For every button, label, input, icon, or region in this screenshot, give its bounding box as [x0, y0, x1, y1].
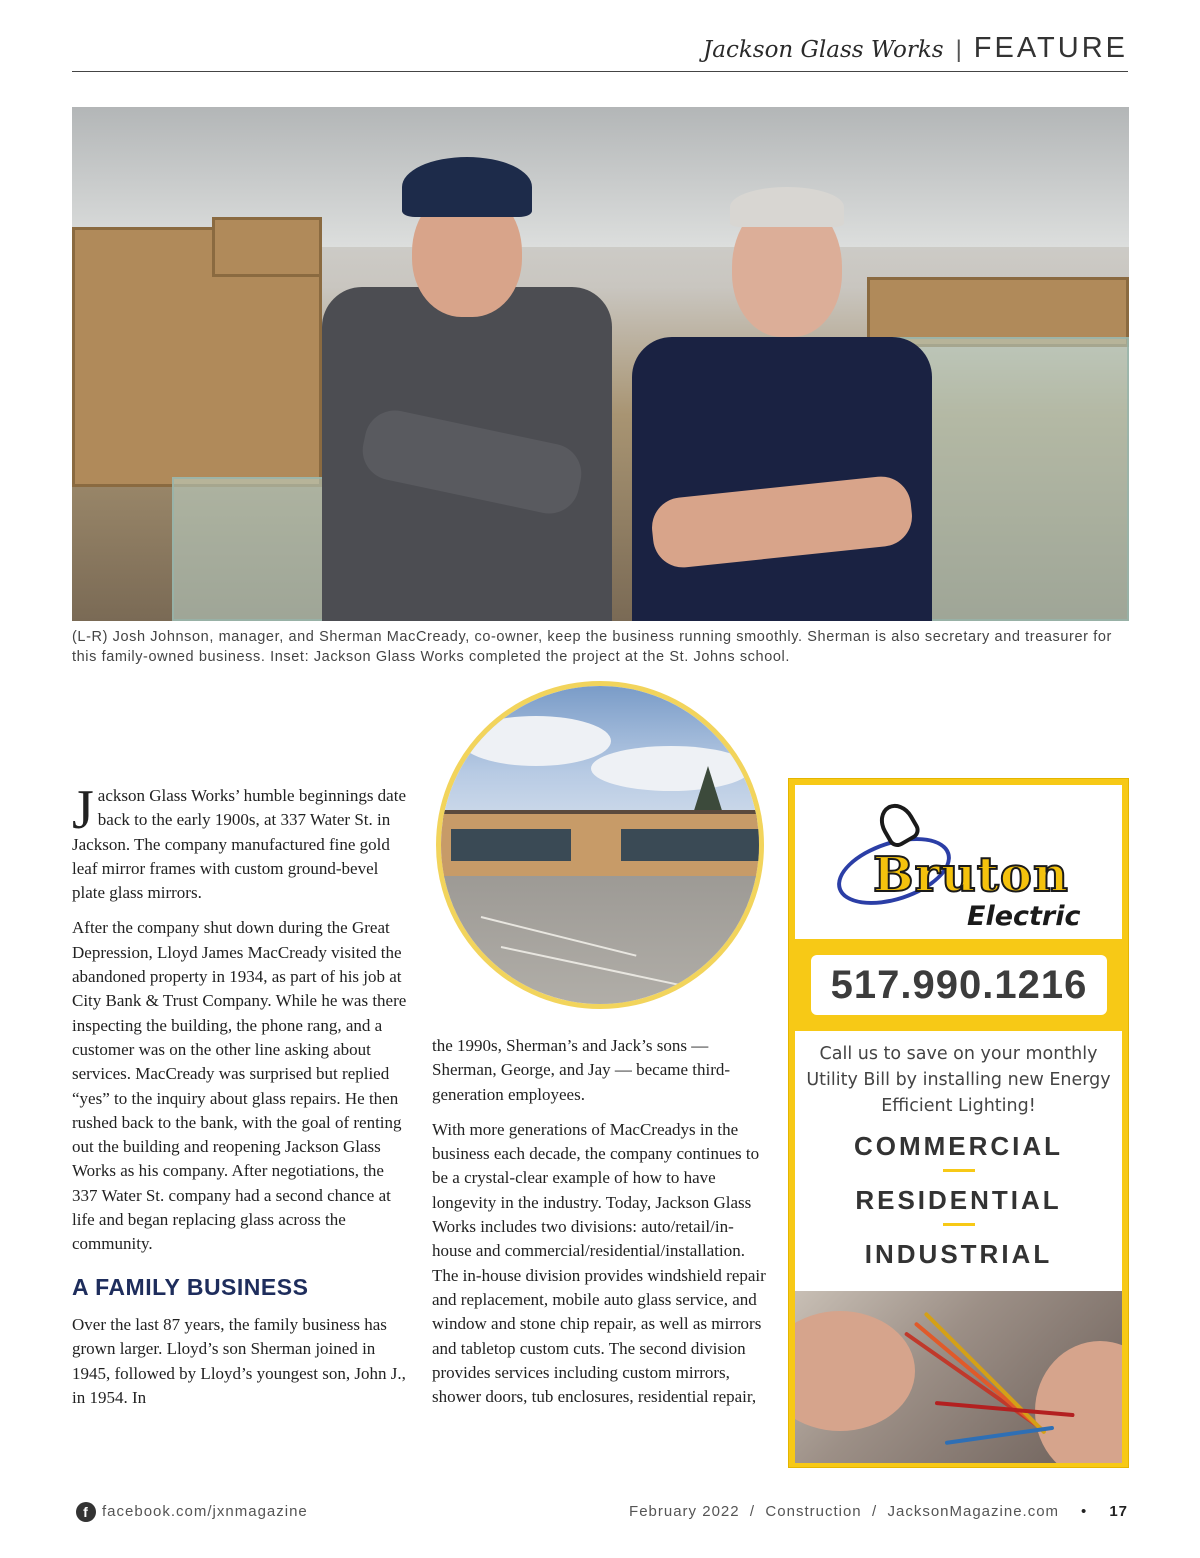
hand [1035, 1341, 1122, 1463]
page-header [72, 30, 1128, 72]
page-number: 17 [1109, 1503, 1128, 1520]
paragraph-1 [72, 779, 410, 905]
article-column-2 [432, 1034, 772, 1420]
ad-body [795, 1031, 1122, 1291]
wire [924, 1312, 1047, 1435]
ad-category: RESIDENTIAL [855, 1185, 1062, 1215]
bruton-electric-ad[interactable] [788, 778, 1129, 1468]
ad-category: COMMERCIAL [853, 1131, 1064, 1161]
section-subhead: A FAMILY BUSINESS [72, 1273, 309, 1300]
paragraph-1-text: ackson Glass Works’ humble beginnings date back to the early 1900s, at 337 Water St. in Jackson. The company manufactured fine gold leaf mirror frames with custom ground-bevel plate glass mirrors. [72, 786, 406, 903]
ad-category: INDUSTRIAL [864, 1239, 1053, 1269]
inset-parking-lot [441, 876, 759, 1009]
facebook-link[interactable]: facebook.com/jxnmagazine [102, 1503, 308, 1520]
header-section: FEATURE [973, 32, 1128, 64]
paragraph-4: the 1990s, Sherman’s and Jack’s sons — Sherman, George, and Jay — became third-generation employees. [432, 1036, 731, 1104]
grey-hair [730, 187, 844, 227]
ad-brand-sub: Electric [967, 901, 1081, 932]
header-title-group [703, 32, 1128, 65]
paragraph-3: Over the last 87 years, the family business has grown larger. Lloyd’s son Sherman joined in 1945, followed by Lloyd’s youngest son, John J., in 1954. In [72, 1314, 406, 1407]
footer-issue: February 2022 / Construction / JacksonMagazine.com [629, 1503, 1060, 1520]
main-photo [72, 107, 1129, 621]
page-footer [72, 1502, 1128, 1526]
cap [402, 157, 532, 217]
header-article-name: Jackson Glass Works [703, 37, 944, 63]
hand [795, 1311, 915, 1431]
ad-tagline: Call us to save on your monthly Utility Bill by installing new Energy Efficient Lighting! [806, 1044, 1111, 1116]
footer-bullet: • [1081, 1503, 1088, 1520]
article-column-1 [72, 779, 410, 1421]
photo-person-left [302, 147, 632, 621]
inset-photo-school [436, 681, 764, 1009]
facebook-icon[interactable]: f [76, 1502, 96, 1522]
drop-cap: J [72, 779, 94, 841]
paragraph-5: With more generations of MacCreadys in the business each decade, the company continues to be a crystal-clear example of how to have longevity in the industry. Today, Jackson Glass Works includes two divisions: auto/retail/in-house and commercial/residential/installation. The in-house division provides windshield repair and replacement, mobile auto glass service, and window and stone chip repair, as well as mirrors and tabletop custom cuts. The second division provides services including custom mirrors, shower doors, tub enclosures, residential repair, [432, 1119, 766, 1407]
ad-wiring-photo [795, 1291, 1122, 1463]
footer-issue-info [629, 1503, 1128, 1520]
ad-divider [943, 1169, 975, 1172]
ad-phone[interactable]: 517.990.1216 [811, 955, 1107, 1015]
photo-caption: (L-R) Josh Johnson, manager, and Sherman MacCready, co-owner, keep the business running smoothly. Sherman is also secretary and treasurer for this family-owned business. Inset: Jackson Glass Works completed the project at the St. Johns school. [72, 629, 1112, 665]
photo-person-right [612, 187, 942, 621]
cloud [461, 716, 611, 766]
inset-windows [621, 829, 761, 861]
ad-logo [795, 785, 1122, 939]
wire [945, 1426, 1054, 1445]
inset-windows [451, 829, 571, 861]
header-separator: | [955, 36, 962, 63]
ad-divider [943, 1223, 975, 1226]
ad-brand: Bruton [873, 847, 1069, 903]
paragraph-2: After the company shut down during the Great Depression, Lloyd James MacCready visited the abandoned property in 1934, as part of his job at City Bank & Trust Company. While he was there inspecting the building, the phone rang, and a customer was on the other line asking about services. MacCready was surprised but replied “yes” to the inquiry about glass repairs. He then rushed back to the bank, with the goal of renting out the building and reopening Jackson Glass Works as his company. After negotiations, the 337 Water St. company had a second chance at life and began replacing glass across the community. [72, 918, 407, 1254]
